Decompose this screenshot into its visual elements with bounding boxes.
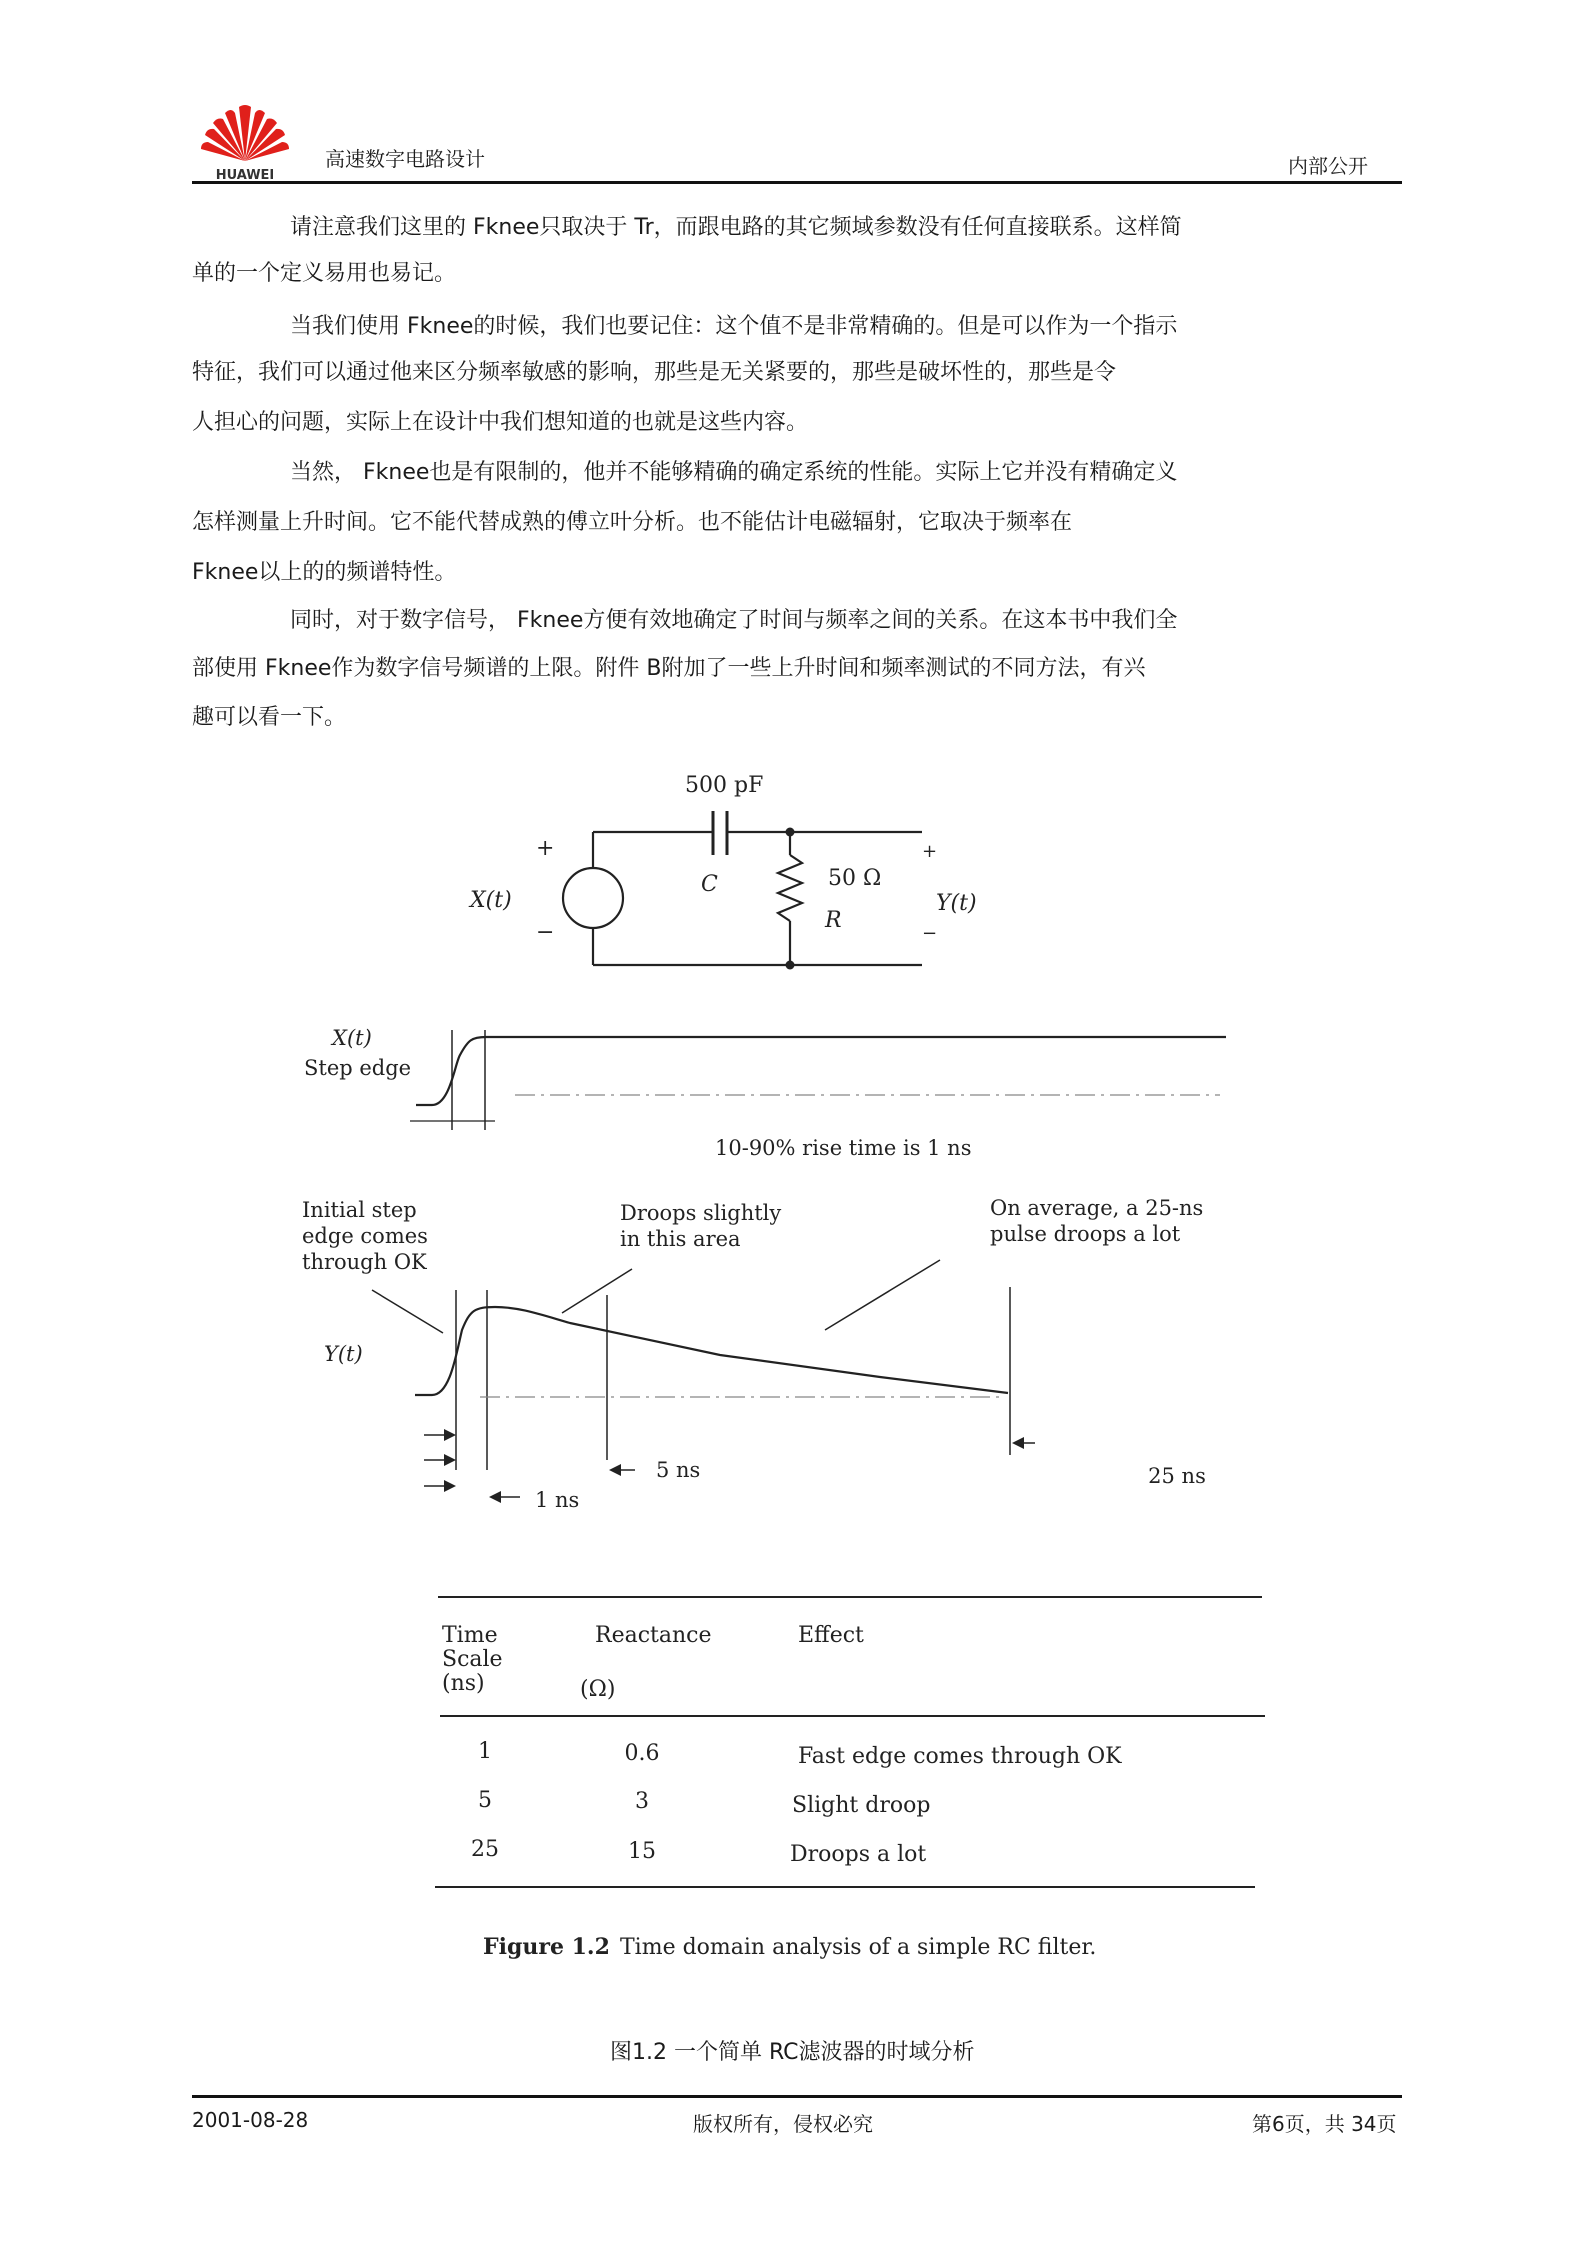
paragraph-line: 部使用 Fknee作为数字信号频谱的上限。附件 B附加了一些上升时间和频率测试的不同方法，有兴 [192,656,1146,681]
table-header-reactance: (Ω) [580,1677,616,1702]
input-label: X(t) [470,888,512,913]
rise-time-note: 10-90% rise time is 1 ns [715,1136,972,1160]
note-initial: through OK [302,1250,427,1274]
figure-caption-english-label: Figure 1.2 [483,1934,610,1960]
paragraph-line: 人担心的问题，实际上在设计中我们想知道的也就是这些内容。 [192,410,809,435]
paragraph-line: 同时，对于数字信号， Fknee方便有效地确定了时间与频率之间的关系。在这本书中我们全 [290,608,1178,633]
huawei-logo [195,95,295,181]
table-header-time: Time [442,1623,498,1648]
resistor [778,855,802,921]
note-droop-slight: Droops slightly [620,1201,782,1225]
table-cell: 25 [471,1837,499,1862]
marker-5ns-label: 5 ns [656,1458,701,1482]
document-title: 高速数字电路设计 [325,147,485,171]
footer-date: 2001-08-28 [192,2108,309,2132]
classification-label: 内部公开 [1288,154,1368,178]
note-droop-slight: in this area [620,1227,741,1251]
input-plus: + [536,836,555,861]
leader-initial [372,1290,443,1333]
footer-divider [192,2095,1402,2098]
input-minus: − [536,920,555,945]
output-minus: − [922,923,938,944]
table-cell: 1 [478,1739,492,1764]
table-header-effect: Effect [798,1623,864,1648]
voltage-source [563,868,623,928]
marker-25ns-label: 25 ns [1148,1464,1206,1488]
arrow-icon [444,1480,456,1492]
figure-caption: 图1.2 一个简单 RC滤波器的时域分析 [610,2040,975,2065]
table-header-time: Scale [442,1647,503,1672]
paragraph-line: 特征，我们可以通过他来区分频率敏感的影响，那些是无关紧要的，那些是破坏性的，那些是令 [192,360,1117,385]
table-cell: Fast edge comes through OK [798,1744,1122,1769]
table-cell: Slight droop [792,1793,931,1818]
table-cell: 15 [628,1839,656,1864]
rc-filter-figure [280,755,1280,1965]
step-plot-label: X(t) [332,1026,372,1050]
paragraph-line: 怎样测量上升时间。它不能代替成熟的傅立叶分析。也不能估计电磁辐射，它取决于频率在 [192,510,1073,535]
table-cell: 3 [635,1789,649,1814]
cap-label: C [701,872,718,897]
cap-value-label: 500 pF [685,773,764,798]
note-initial: edge comes [302,1224,428,1248]
figure-caption-english-text: Time domain analysis of a simple RC filter. [620,1935,1097,1960]
note-droop-lot: On average, a 25-ns [990,1196,1204,1220]
paragraph-line: Fknee以上的的频谱特性。 [192,560,457,585]
paragraph-line: 当我们使用 Fknee的时候，我们也要记住：这个值不是非常精确的。但是可以作为一个指示 [290,314,1178,339]
arrow-icon [1012,1437,1024,1449]
output-plus: + [922,841,938,862]
leader-droop-slight [562,1269,632,1313]
leader-droop-lot [825,1260,940,1330]
arrow-icon [444,1454,456,1466]
response-curve [415,1307,1008,1395]
logo-wordmark: HUAWEI [215,168,275,181]
marker-1ns-label: 1 ns [535,1488,580,1512]
note-initial: Initial step [302,1198,417,1222]
arrow-icon [609,1464,621,1476]
response-y-label: Y(t) [324,1342,363,1366]
output-label: Y(t) [936,891,977,916]
res-value-label: 50 Ω [828,866,882,891]
table-header-reactance: Reactance [595,1623,712,1648]
note-droop-lot: pulse droops a lot [990,1222,1181,1246]
arrow-icon [444,1429,456,1441]
table-cell: 5 [478,1788,492,1813]
paragraph-line: 当然， Fknee也是有限制的，他并不能够精确的确定系统的性能。实际上它并没有精确定义 [290,460,1178,485]
header-divider [192,181,1402,184]
footer-copyright: 版权所有，侵权必究 [693,2112,873,2136]
paragraph-line: 单的一个定义易用也易记。 [192,261,457,286]
step-plot-label: Step edge [304,1056,412,1080]
table-cell: 0.6 [624,1741,660,1766]
paragraph-line: 请注意我们这里的 Fknee只取决于 Tr，而跟电路的其它频域参数没有任何直接联系。这样简 [290,215,1182,240]
res-label: R [825,908,842,933]
footer-page-number: 第6页，共 34页 [1252,2112,1397,2136]
arrow-icon [489,1491,501,1503]
table-cell: Droops a lot [790,1842,927,1867]
paragraph-line: 趣可以看一下。 [192,705,347,730]
table-header-time: (ns) [442,1671,485,1696]
